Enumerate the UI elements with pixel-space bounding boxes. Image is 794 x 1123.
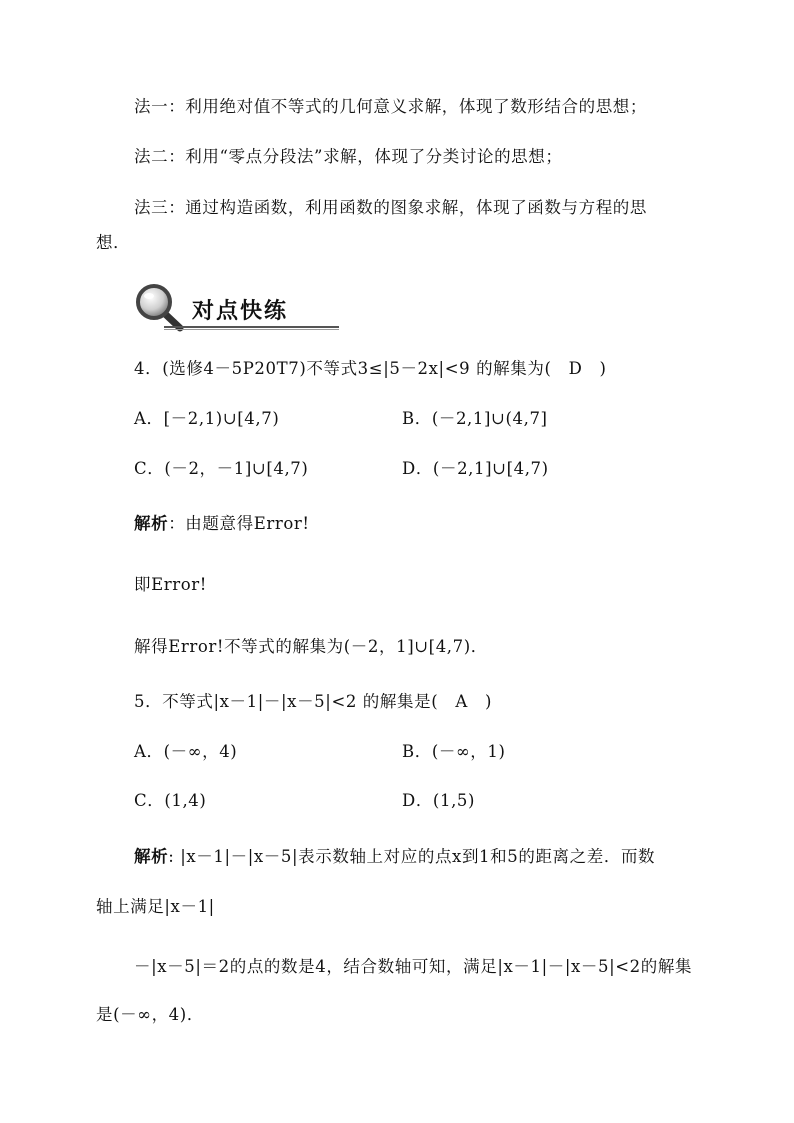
question-5-option-d: D．(1,5) xyxy=(402,791,476,810)
question-4-option-d: D．(－2,1]∪[4,7) xyxy=(402,459,549,478)
question-5-stem: 5．不等式|x－1|－|x－5|<2 的解集是( A ) xyxy=(134,692,492,711)
solution-text: ：由题意得Error! xyxy=(168,514,310,533)
method-two: 法二：利用“零点分段法”求解，体现了分类讨论的思想； xyxy=(134,147,563,166)
heading-underline xyxy=(164,326,339,328)
method-one: 法一：利用绝对值不等式的几何意义求解，体现了数形结合的思想； xyxy=(134,97,647,116)
question-4-solution-line1 xyxy=(134,513,310,535)
question-5-solution-line3: －|x－5|＝2的点的数是4，结合数轴可知，满足|x－1|－|x－5|<2的解集 xyxy=(134,957,693,976)
solution-label: 解析 xyxy=(134,514,169,533)
solution-label: 解析 xyxy=(134,847,169,866)
solution-text: : |x－1|－|x－5|表示数轴上对应的点x到1和5的距离之差．而数 xyxy=(168,847,656,866)
question-5-option-a: A．(－∞，4) xyxy=(134,742,238,761)
question-4-solution-line2: 即Error! xyxy=(134,575,207,594)
question-5-solution-line2: 轴上满足|x－1| xyxy=(96,897,215,916)
magnifier-icon xyxy=(134,282,194,332)
section-title: 对点快练 xyxy=(192,299,289,324)
method-three-line2: 想． xyxy=(96,233,131,252)
method-three-line1: 法三：通过构造函数，利用函数的图象求解，体现了函数与方程的思 xyxy=(134,198,647,217)
section-heading xyxy=(134,282,339,332)
question-4-stem: 4．(选修4－5P20T7)不等式3≤|5－2x|<9 的解集为( D ) xyxy=(134,359,607,378)
question-4-option-a: A．[－2,1)∪[4,7) xyxy=(134,409,280,428)
question-4-option-b: B．(－2,1]∪(4,7] xyxy=(402,409,548,428)
question-4-solution-line3: 解得Error!不等式的解集为(－2，1]∪[4,7)． xyxy=(134,637,488,656)
question-5-solution-line1 xyxy=(134,846,655,868)
heading-underline-thin xyxy=(164,329,339,330)
question-5-option-c: C．(1,4) xyxy=(134,791,207,810)
question-5-option-b: B．(－∞，1) xyxy=(402,742,506,761)
question-4-option-c: C．(－2，－1]∪[4,7) xyxy=(134,459,309,478)
question-5-solution-line4: 是(－∞，4)． xyxy=(96,1005,204,1024)
